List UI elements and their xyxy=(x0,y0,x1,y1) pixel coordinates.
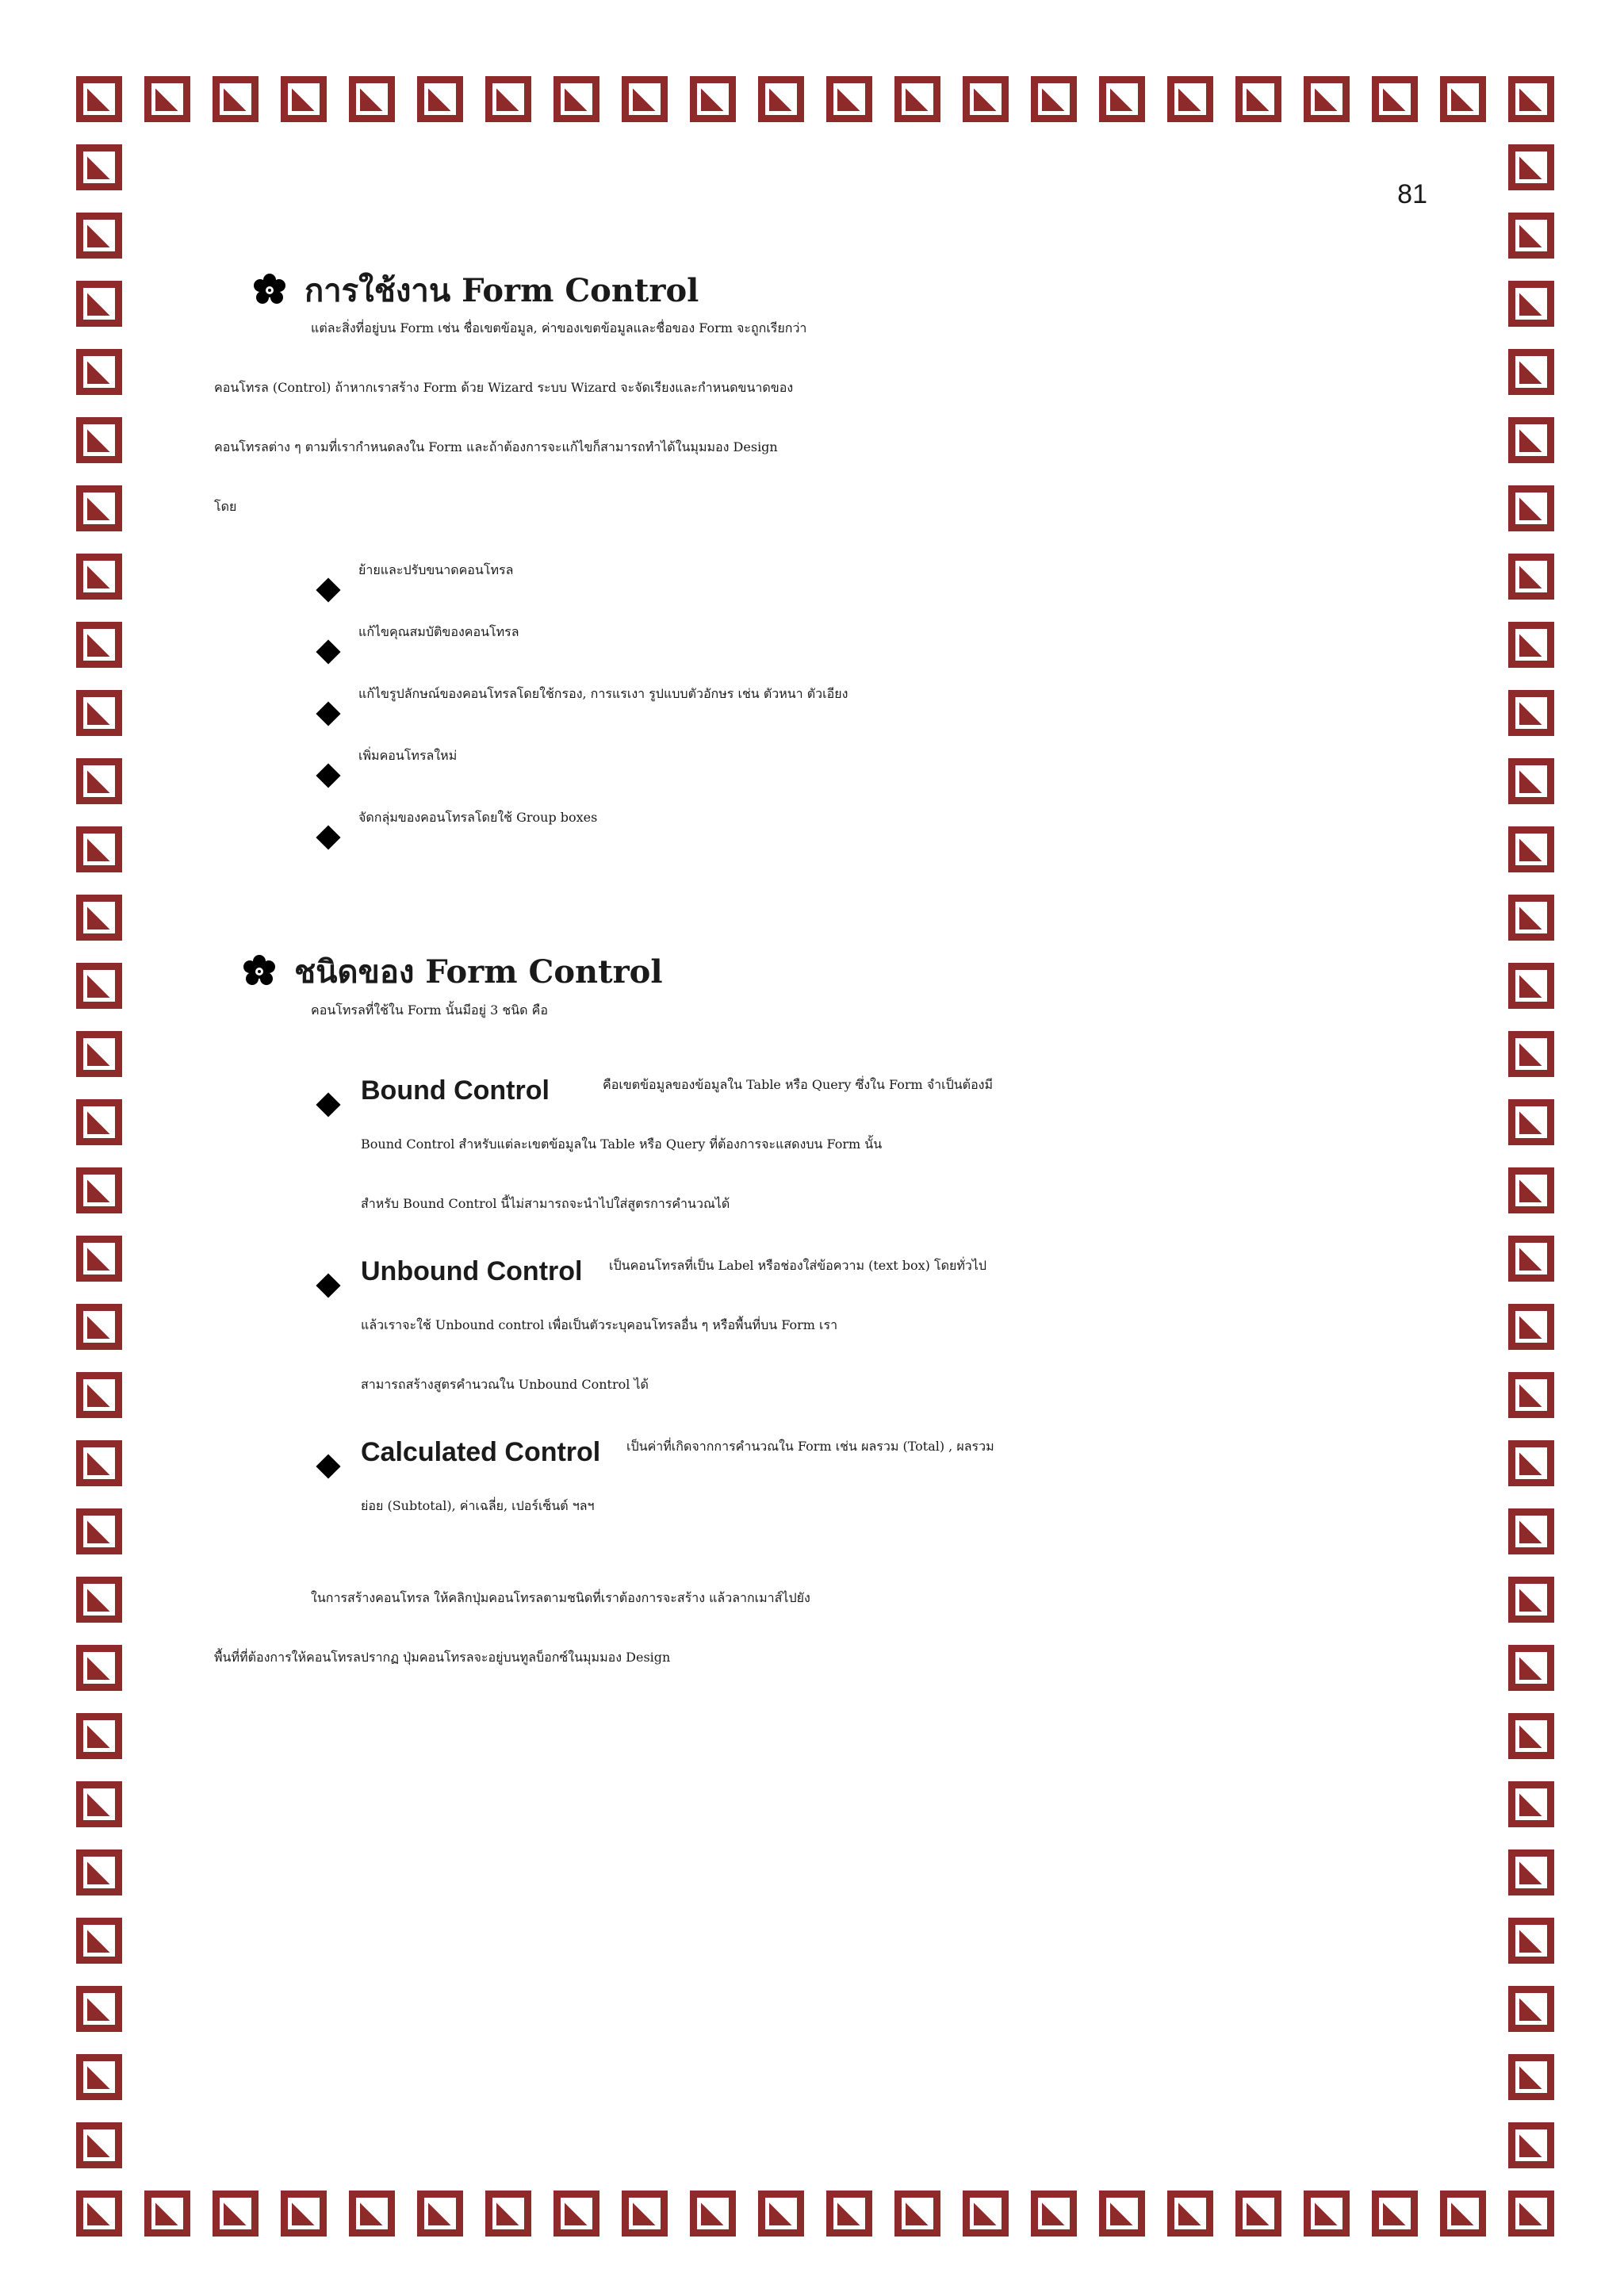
flower-icon xyxy=(252,273,287,308)
border-tile xyxy=(894,2191,940,2237)
border-tile xyxy=(76,349,122,395)
border-tile xyxy=(1508,1304,1554,1350)
border-tile xyxy=(1508,2054,1554,2100)
border-tile xyxy=(1508,690,1554,736)
border-tile xyxy=(1508,895,1554,941)
border-tile xyxy=(1508,1577,1554,1623)
item-line: เป็นคอนโทรลที่เป็น Label หรือช่องใส่ข้อความ (text box) โดยทั่วไป xyxy=(609,1258,987,1273)
section-heading-form-control-types xyxy=(242,946,663,997)
border-tile xyxy=(349,2191,395,2237)
border-tile xyxy=(76,1031,122,1077)
border-tile xyxy=(1508,1031,1554,1077)
border-tile xyxy=(76,76,122,122)
section-title: การใช้งาน Form Control xyxy=(304,272,699,309)
closing-line: พื้นที่ที่ต้องการให้คอนโทรลปรากฏ ปุ่มคอนโทรลจะอยู่บนทูลบ็อกซ์ในมุมมอง Design xyxy=(214,1650,671,1665)
border-tile xyxy=(553,76,599,122)
border-tile xyxy=(1372,76,1418,122)
bullet-item: เพิ่มคอนโทรลใหม่ xyxy=(358,748,458,763)
border-tile xyxy=(349,76,395,122)
item-label: Calculated Control xyxy=(361,1437,601,1467)
paragraph-line: โดย xyxy=(214,499,237,514)
border-tile xyxy=(1508,1986,1554,2032)
border-tile xyxy=(826,2191,872,2237)
border-tile xyxy=(826,76,872,122)
border-tile xyxy=(144,76,190,122)
item-line: คือเขตข้อมูลของข้อมูลใน Table หรือ Query ซึ่งใน Form จำเป็นต้องมี xyxy=(603,1077,994,1092)
border-tile xyxy=(1508,1508,1554,1554)
border-tile xyxy=(76,1849,122,1895)
border-tile xyxy=(758,2191,804,2237)
border-tile xyxy=(1031,2191,1077,2237)
border-tile xyxy=(1508,349,1554,395)
paragraph-line: แต่ละสิ่งที่อยู่บน Form เช่น ชื่อเขตข้อมูล, ค่าของเขตข้อมูลและชื่อของ Form จะถูกเรียกว่า xyxy=(311,320,807,335)
item-line: สามารถสร้างสูตรคำนวณใน Unbound Control ได้ xyxy=(361,1377,649,1392)
border-tile xyxy=(1508,1167,1554,1213)
border-tile xyxy=(76,417,122,463)
border-tile xyxy=(485,76,531,122)
border-tile xyxy=(76,485,122,531)
border-tile xyxy=(76,1986,122,2032)
border-tile xyxy=(76,144,122,190)
border-tile xyxy=(622,76,668,122)
border-tile xyxy=(1235,76,1281,122)
item-line: เป็นค่าที่เกิดจากการคำนวณใน Form เช่น ผลรวม (Total) , ผลรวม xyxy=(626,1439,994,1454)
border-tile xyxy=(76,690,122,736)
border-tile xyxy=(1508,622,1554,668)
border-tile xyxy=(1099,2191,1145,2237)
section-title: ชนิดของ Form Control xyxy=(294,953,663,991)
border-tile xyxy=(76,213,122,259)
border-tile xyxy=(1508,1849,1554,1895)
border-tile xyxy=(1508,417,1554,463)
border-tile xyxy=(1508,1372,1554,1418)
border-tile xyxy=(1031,76,1077,122)
border-tile xyxy=(1508,1440,1554,1486)
border-tile xyxy=(1167,76,1213,122)
border-tile xyxy=(76,1236,122,1282)
border-tile xyxy=(1508,758,1554,804)
paragraph-line: คอนโทรล (Control) ถ้าหากเราสร้าง Form ด้วย Wizard ระบบ Wizard จะจัดเรียงและกำหนดขนาดของ xyxy=(214,380,794,395)
border-tile xyxy=(76,963,122,1009)
bullet-item: แก้ไขรูปลักษณ์ของคอนโทรลโดยใช้กรอง, การแรเงา รูปแบบตัวอักษร เช่น ตัวหนา ตัวเอียง xyxy=(358,686,848,701)
border-tile xyxy=(213,76,259,122)
border-tile xyxy=(894,76,940,122)
border-tile xyxy=(281,2191,327,2237)
border-tile xyxy=(1508,826,1554,872)
border-tile xyxy=(1304,2191,1350,2237)
border-tile xyxy=(1508,1918,1554,1964)
border-tile xyxy=(1508,1781,1554,1827)
border-tile xyxy=(1508,76,1554,122)
border-tile xyxy=(1099,76,1145,122)
item-line: ย่อย (Subtotal), ค่าเฉลี่ย, เปอร์เซ็นต์ ฯลฯ xyxy=(361,1498,595,1513)
border-tile xyxy=(1235,2191,1281,2237)
border-tile xyxy=(1508,554,1554,600)
border-tile xyxy=(1372,2191,1418,2237)
border-tile xyxy=(1508,1099,1554,1145)
border-tile xyxy=(76,1577,122,1623)
border-tile xyxy=(417,2191,463,2237)
border-tile xyxy=(76,1167,122,1213)
border-tile xyxy=(213,2191,259,2237)
bullet-item: ย้ายและปรับขนาดคอนโทรล xyxy=(358,562,514,577)
border-tile xyxy=(76,758,122,804)
border-tile xyxy=(1167,2191,1213,2237)
border-tile xyxy=(76,2122,122,2168)
border-tile xyxy=(1508,485,1554,531)
item-line: Bound Control สำหรับแต่ละเขตข้อมูลใน Table หรือ Query ที่ต้องการจะแสดงบน Form นั้น xyxy=(361,1137,883,1152)
border-tile xyxy=(1508,963,1554,1009)
closing-line: ในการสร้างคอนโทรล ให้คลิกปุ่มคอนโทรลตามชนิดที่เราต้องการจะสร้าง แล้วลากเมาส์ไปยัง xyxy=(311,1590,810,1605)
border-tile xyxy=(1440,76,1486,122)
border-tile xyxy=(76,1713,122,1759)
border-tile xyxy=(1304,76,1350,122)
border-tile xyxy=(963,76,1009,122)
border-tile xyxy=(690,76,736,122)
page-number: 81 xyxy=(1397,179,1427,209)
border-tile xyxy=(76,2054,122,2100)
border-tile xyxy=(622,2191,668,2237)
bullet-item: แก้ไขคุณสมบัติของคอนโทรล xyxy=(358,624,519,639)
border-tile xyxy=(1508,2122,1554,2168)
border-tile xyxy=(690,2191,736,2237)
border-tile xyxy=(553,2191,599,2237)
border-tile xyxy=(485,2191,531,2237)
item-label: Bound Control xyxy=(361,1075,550,1106)
border-tile xyxy=(1508,2191,1554,2237)
border-tile xyxy=(1508,1713,1554,1759)
border-tile xyxy=(76,1508,122,1554)
border-tile xyxy=(76,554,122,600)
border-tile xyxy=(1440,2191,1486,2237)
border-tile xyxy=(76,622,122,668)
border-tile xyxy=(76,1440,122,1486)
border-tile xyxy=(76,281,122,327)
border-tile xyxy=(76,1304,122,1350)
border-tile xyxy=(76,1099,122,1145)
border-tile xyxy=(76,2191,122,2237)
item-label: Unbound Control xyxy=(361,1256,583,1286)
border-tile xyxy=(1508,1645,1554,1691)
border-tile xyxy=(76,826,122,872)
border-tile xyxy=(76,1781,122,1827)
border-tile xyxy=(144,2191,190,2237)
border-tile xyxy=(1508,144,1554,190)
border-tile xyxy=(758,76,804,122)
section-intro: คอนโทรลที่ใช้ใน Form นั้นมีอยู่ 3 ชนิด คือ xyxy=(311,1002,548,1018)
bullet-item: จัดกลุ่มของคอนโทรลโดยใช้ Group boxes xyxy=(358,810,598,825)
border-tile xyxy=(1508,213,1554,259)
border-tile xyxy=(76,1645,122,1691)
flower-icon xyxy=(242,954,277,989)
border-tile xyxy=(281,76,327,122)
paragraph-line: คอนโทรลต่าง ๆ ตามที่เรากำหนดลงใน Form และถ้าต้องการจะแก้ไขก็สามารถทำได้ในมุมมอง Design xyxy=(214,439,778,454)
border-tile xyxy=(76,895,122,941)
border-tile xyxy=(76,1918,122,1964)
item-line: แล้วเราจะใช้ Unbound control เพื่อเป็นตัวระบุคอนโทรลอื่น ๆ หรือพื้นที่บน Form เรา xyxy=(361,1317,838,1332)
item-line: สำหรับ Bound Control นี้ไม่สามารถจะนำไปใส่สูตรการคำนวณได้ xyxy=(361,1196,730,1211)
section-heading-form-control-usage xyxy=(252,265,699,316)
border-tile xyxy=(1508,1236,1554,1282)
border-tile xyxy=(76,1372,122,1418)
border-tile xyxy=(963,2191,1009,2237)
border-tile xyxy=(1508,281,1554,327)
border-tile xyxy=(417,76,463,122)
